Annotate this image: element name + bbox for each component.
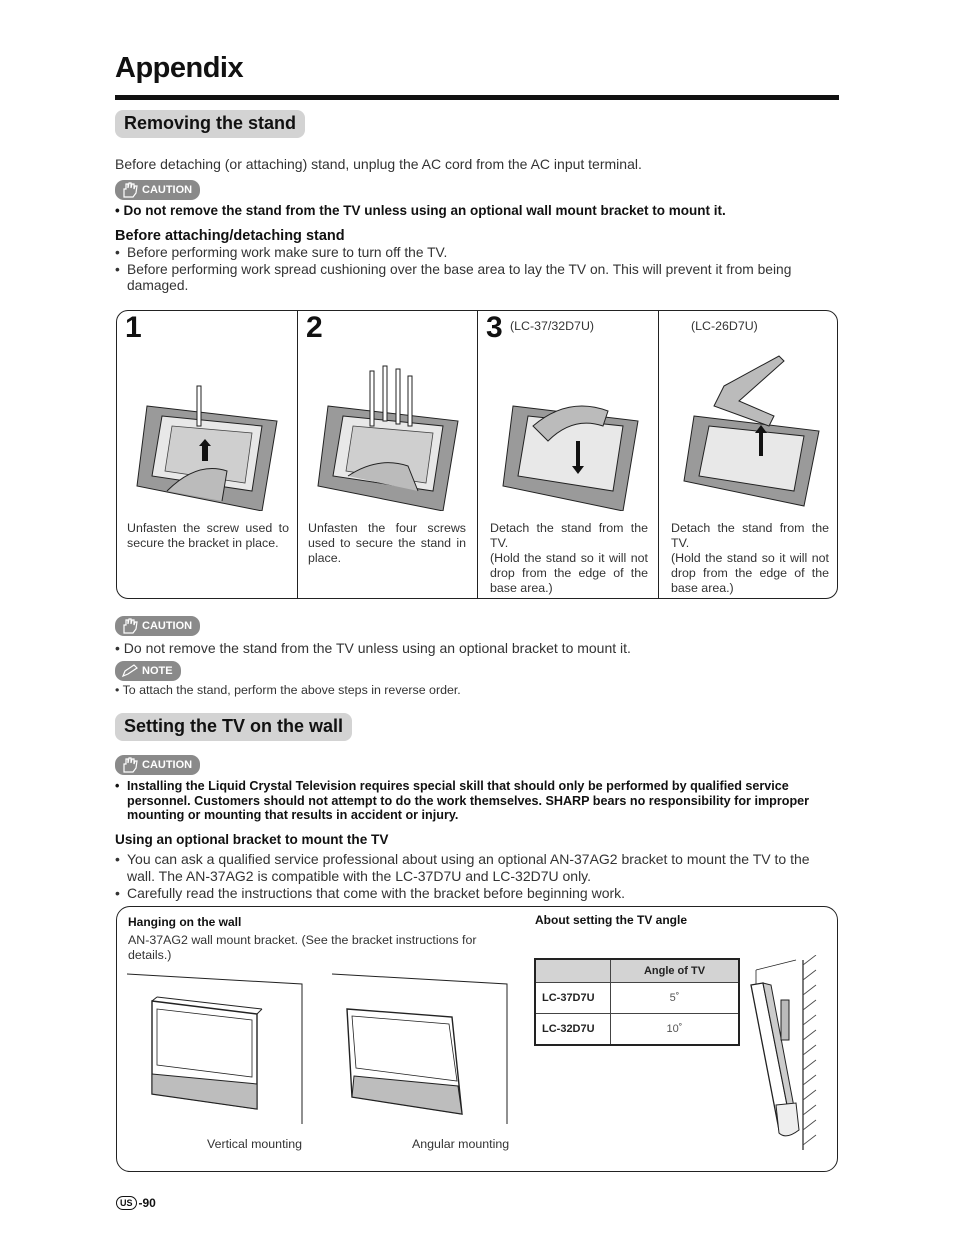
note-label: NOTE [142,665,173,677]
caution-badge [115,616,200,636]
before-list [115,245,841,295]
optional-heading: Using an optional bracket to mount the TV [115,832,389,847]
wall-caution-text [115,779,841,823]
before-heading: Before attaching/detaching stand [115,228,345,244]
step1-illustration [127,351,292,511]
hand-icon [120,757,140,773]
tv-angle-illustration [741,955,826,1155]
step-caption [490,521,648,596]
table-header: Angle of TV [611,959,740,983]
caution2-text: • Do not remove the stand from the TV unless using an optional bracket to mount it. [115,640,631,656]
hand-icon [120,182,140,198]
angular-label: Angular mounting [412,1137,510,1151]
angular-mount-illustration [332,969,522,1129]
note-text: • To attach the stand, perform the above steps in reverse order. [115,683,461,697]
step-caption-main: Detach the stand from the TV. [671,521,829,550]
caution-label: CAUTION [142,759,193,771]
vertical-label: Vertical mounting [207,1137,303,1151]
caution-label: CAUTION [142,620,193,632]
angle-table [534,958,740,1046]
list-item: • Before performing work spread cushioning over the base area to lay the TV on. This will prevent it from being damaged. [115,262,841,295]
table-row [535,1014,739,1046]
caution-text-body: Do not remove the stand from the TV unless using an optional wall mount bracket to mount it. [123,203,726,218]
page-title: Appendix [115,52,244,84]
step-number: 3 [486,311,503,344]
step-caption: Unfasten the screw used to secure the bracket in place. [127,521,289,550]
table-cell-model: LC-32D7U [535,1014,611,1046]
step-number: 1 [125,311,142,344]
removing-intro: Before detaching (or attaching) stand, unplug the AC cord from the AC input terminal. [115,156,642,172]
step3-illustration [488,371,653,511]
step-caption-main: Detach the stand from the TV. [490,521,648,550]
step-model: (LC-26D7U) [691,319,758,333]
caution-badge [115,755,200,775]
table-cell-angle: 5˚ [611,983,740,1014]
list-item: • You can ask a qualified service professional about using an optional AN-37AG2 bracket to mount the TV to the wall. The AN-37AG2 is compatible with the LC-37D7U and LC-32D7U only. [115,851,835,885]
steps-panel [116,310,838,599]
section-heading-removing: Removing the stand [115,110,305,138]
step4-illustration [669,341,834,511]
step2-illustration [308,341,473,511]
pencil-icon [120,664,140,678]
hanging-heading: Hanging on the wall [128,915,242,929]
region-badge: US [116,1196,137,1210]
step-caption: Unfasten the four screws used to secure the stand in place. [308,521,466,565]
caution-label: CAUTION [142,184,193,196]
note-badge [115,661,181,681]
step-caption [671,521,829,596]
table-cell-angle: 10˚ [611,1014,740,1046]
wall-mount-panel [116,906,838,1172]
table-cell-model: LC-37D7U [535,983,611,1014]
list-item: • Carefully read the instructions that come with the bracket before beginning work. [115,885,835,902]
list-item: • Installing the Liquid Crystal Television requires special skill that should only be performed by qualified service personnel. Customers should not attempt to do the work themselves. SHARP bears no responsibility for improper mounting or mounting that results in accident or injury. [115,779,841,823]
step-2 [297,311,477,598]
step-4 [658,311,838,598]
step-number: 2 [306,311,323,344]
step-caption-note: (Hold the stand so it will not drop from the edge of the base area.) [490,551,648,595]
caution2-text-body: Do not remove the stand from the TV unless using an optional bracket to mount it. [123,640,631,656]
caution-badge [115,180,200,200]
optional-list [115,851,835,902]
note-text-body: To attach the stand, perform the above steps in reverse order. [122,683,461,697]
vertical-mount-illustration [127,969,317,1129]
page-footer [116,1196,156,1210]
step-model: (LC-37/32D7U) [510,319,595,333]
caution-text: • Do not remove the stand from the TV unless using an optional wall mount bracket to mount it. [115,203,726,218]
list-item: • Before performing work make sure to turn off the TV. [115,245,841,262]
page-number: -90 [138,1196,156,1210]
step-caption-note: (Hold the stand so it will not drop from the edge of the base area.) [671,551,829,595]
title-rule [115,95,839,100]
section-heading-wall: Setting the TV on the wall [115,713,352,741]
hanging-text: AN-37AG2 wall mount bracket. (See the bracket instructions for details.) [128,933,477,962]
step-3 [477,311,658,598]
hand-icon [120,618,140,634]
angle-heading: About setting the TV angle [535,913,687,927]
table-corner [535,959,611,983]
step-1 [117,311,297,598]
table-row [535,983,739,1014]
